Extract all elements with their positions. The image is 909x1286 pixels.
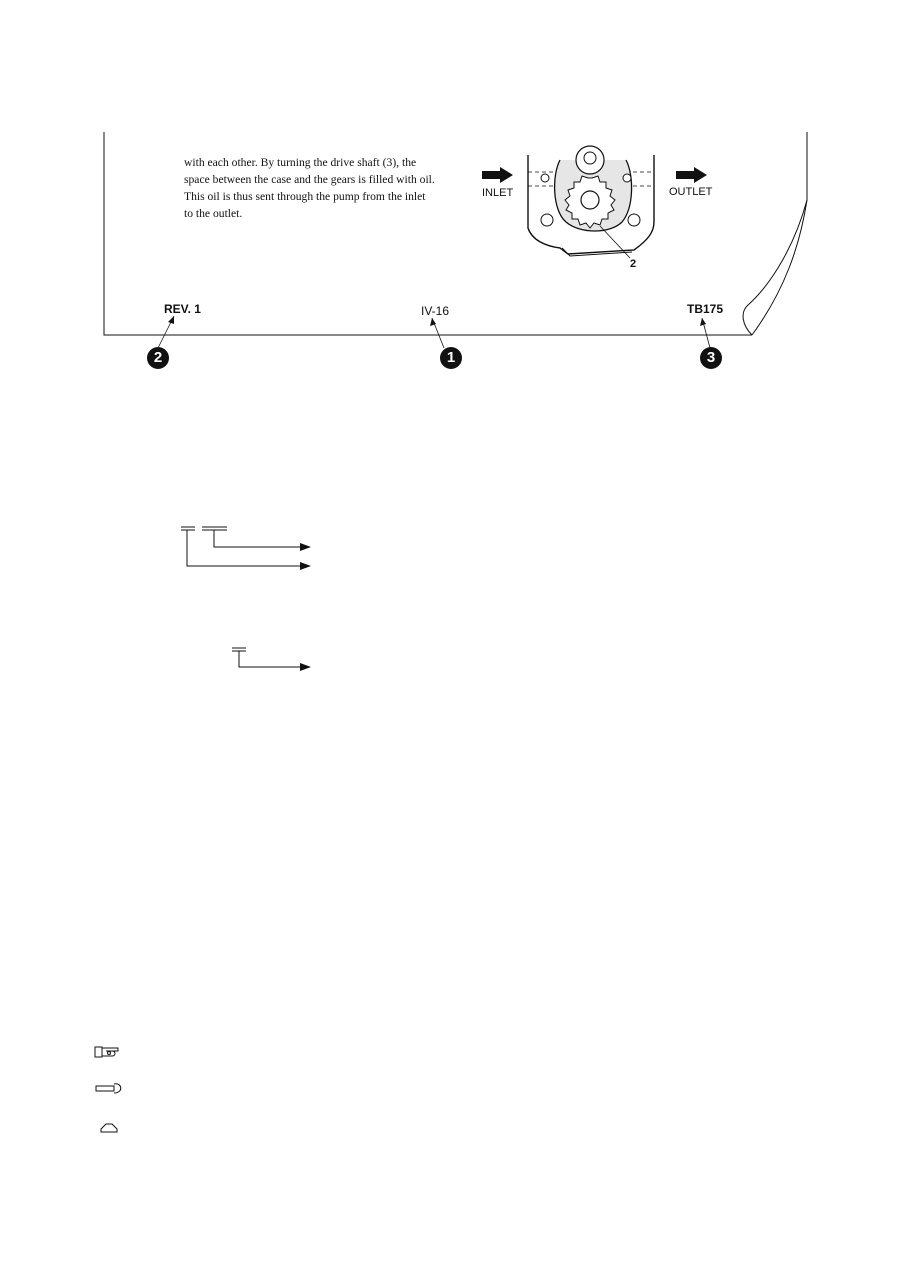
model-label: TB175	[687, 302, 724, 316]
body-line: to the outlet.	[184, 207, 243, 220]
inlet-label: INLET	[482, 187, 514, 199]
pump-diagram	[528, 146, 654, 258]
page-number: IV-16	[421, 304, 450, 318]
pointing-hand-icon	[95, 1047, 118, 1057]
sample-body-text	[184, 154, 456, 222]
bracket-arrow-bottom	[232, 648, 300, 667]
body-line: This oil is thus sent through the pump from the inlet	[184, 190, 426, 203]
oil-can-icon	[101, 1124, 117, 1132]
marker-2: 2	[147, 347, 169, 369]
callout-number: 2	[630, 258, 637, 270]
revision-label: REV. 1	[164, 302, 201, 316]
outlet-arrow-icon	[676, 167, 707, 183]
bracket-arrows-top	[181, 527, 300, 566]
body-line: space between the case and the gears is filled with oil.	[184, 173, 435, 186]
body-line: with each other. By turning the drive shaft (3), the	[184, 156, 417, 169]
wrench-icon	[96, 1084, 121, 1093]
marker-3: 3	[700, 347, 722, 369]
marker-1: 1	[440, 347, 462, 369]
inlet-arrow-icon	[482, 167, 513, 183]
outlet-label: OUTLET	[669, 186, 713, 198]
